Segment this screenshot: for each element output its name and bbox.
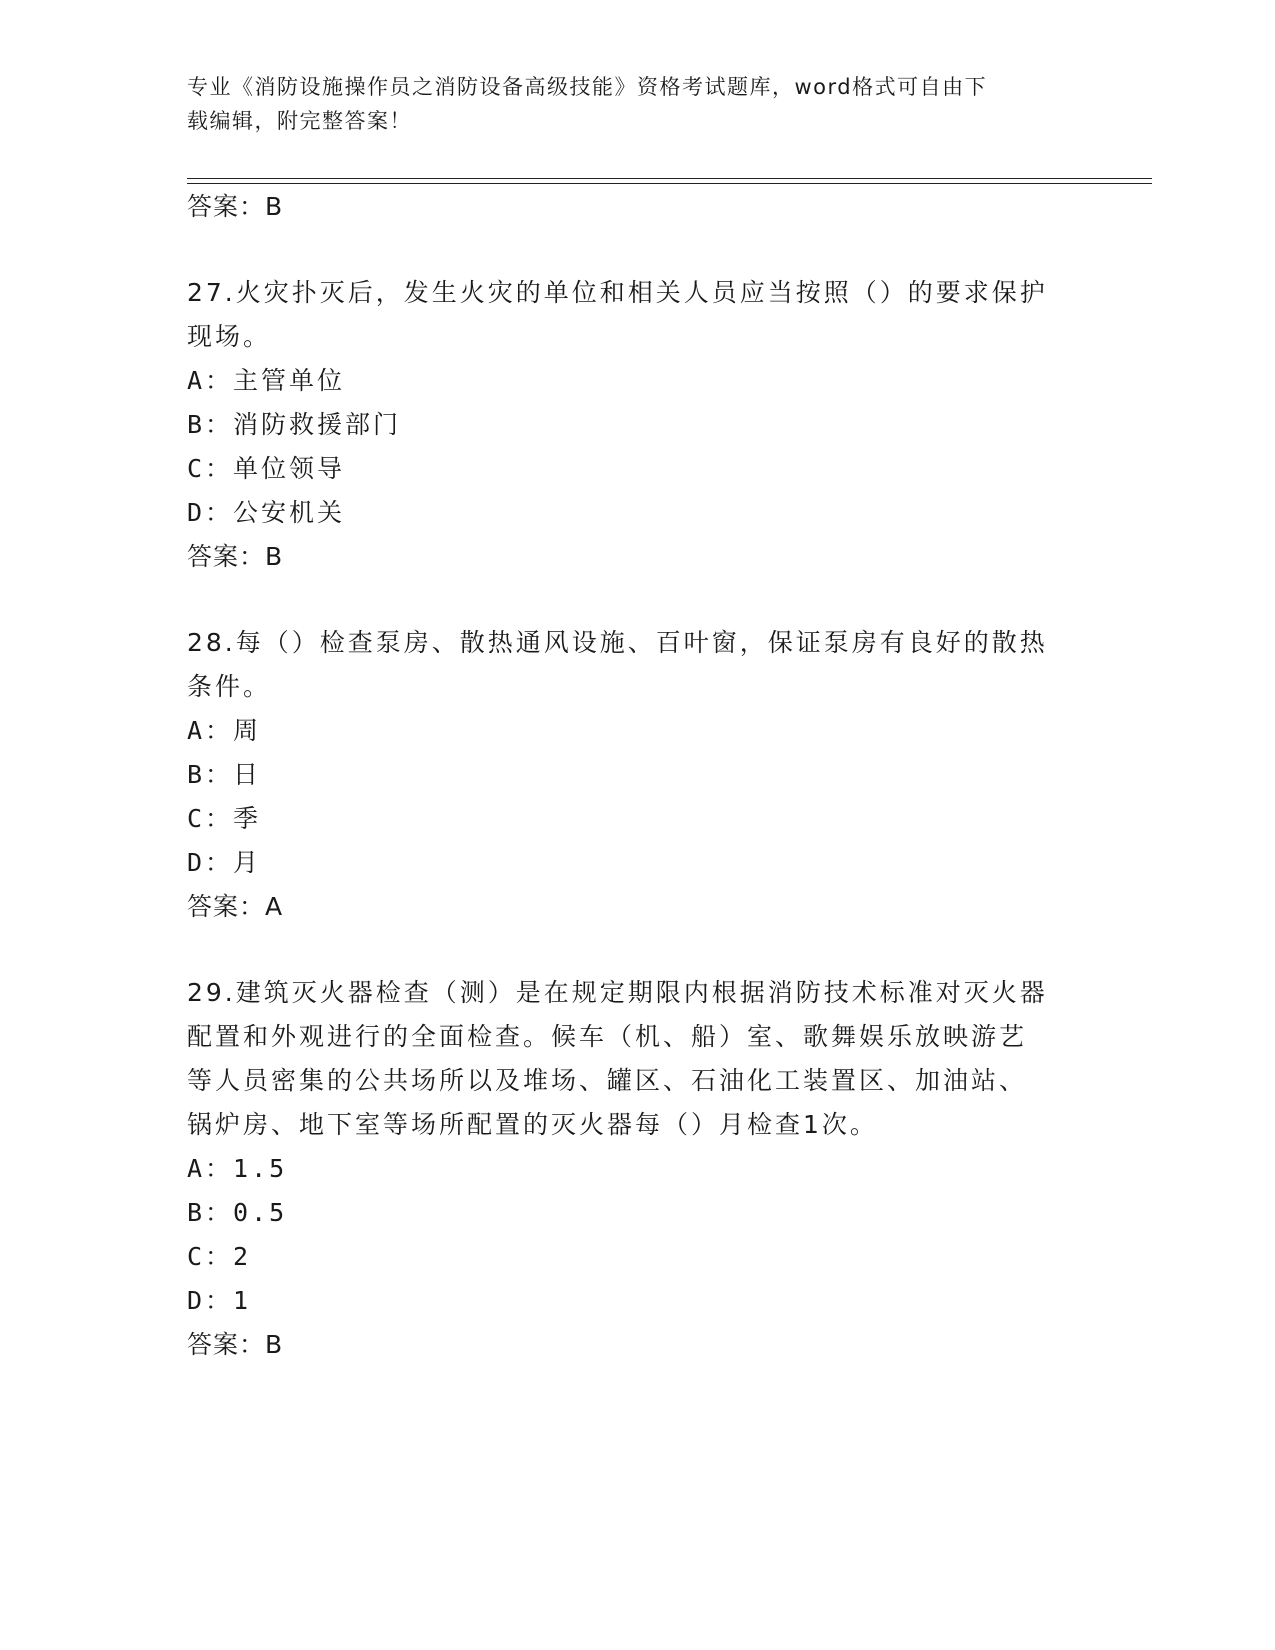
question-28-line-1: 28.每（）检查泵房、散热通风设施、百叶窗，保证泵房有良好的散热 xyxy=(187,628,1048,657)
question-27-option-d: D：公安机关 xyxy=(187,498,346,527)
question-29-answer: 答案：B xyxy=(187,1330,284,1359)
question-28-answer: 答案：A xyxy=(187,892,284,921)
question-28-option-d: D：月 xyxy=(187,848,262,877)
question-27-answer: 答案：B xyxy=(187,542,284,571)
question-27-line-2: 现场。 xyxy=(187,322,272,351)
question-29-option-d: D：1 xyxy=(187,1286,252,1315)
question-27-option-a: A：主管单位 xyxy=(187,366,346,395)
question-29-line-1: 29.建筑灭火器检查（测）是在规定期限内根据消防技术标准对灭火器 xyxy=(187,978,1048,1007)
question-28-line-2: 条件。 xyxy=(187,672,272,701)
question-28-option-a: A：周 xyxy=(187,716,262,745)
question-27-option-c: C：单位领导 xyxy=(187,454,346,483)
header-divider-top xyxy=(187,178,1152,179)
question-29-option-b: B：0.5 xyxy=(187,1198,288,1227)
question-29-line-2: 配置和外观进行的全面检查。候车（机、船）室、歌舞娱乐放映游艺 xyxy=(187,1022,1028,1051)
question-29-line-4: 锅炉房、地下室等场所配置的灭火器每（）月检查1次。 xyxy=(187,1110,878,1139)
header-divider-bottom xyxy=(187,183,1152,184)
previous-answer: 答案：B xyxy=(187,192,284,221)
question-28-option-b: B：日 xyxy=(187,760,262,789)
question-29-line-3: 等人员密集的公共场所以及堆场、罐区、石油化工装置区、加油站、 xyxy=(187,1066,1028,1095)
question-27-line-1: 27.火灾扑灭后，发生火灾的单位和相关人员应当按照（）的要求保护 xyxy=(187,278,1048,307)
header-line-1: 专业《消防设施操作员之消防设备高级技能》资格考试题库，word格式可自由下 xyxy=(187,75,988,99)
question-29-option-c: C：2 xyxy=(187,1242,252,1271)
question-28-option-c: C：季 xyxy=(187,804,262,833)
header-line-2: 载编辑，附完整答案！ xyxy=(187,109,412,133)
question-29-option-a: A：1.5 xyxy=(187,1154,288,1183)
document-header xyxy=(187,70,1087,138)
question-27-option-b: B：消防救援部门 xyxy=(187,410,402,439)
